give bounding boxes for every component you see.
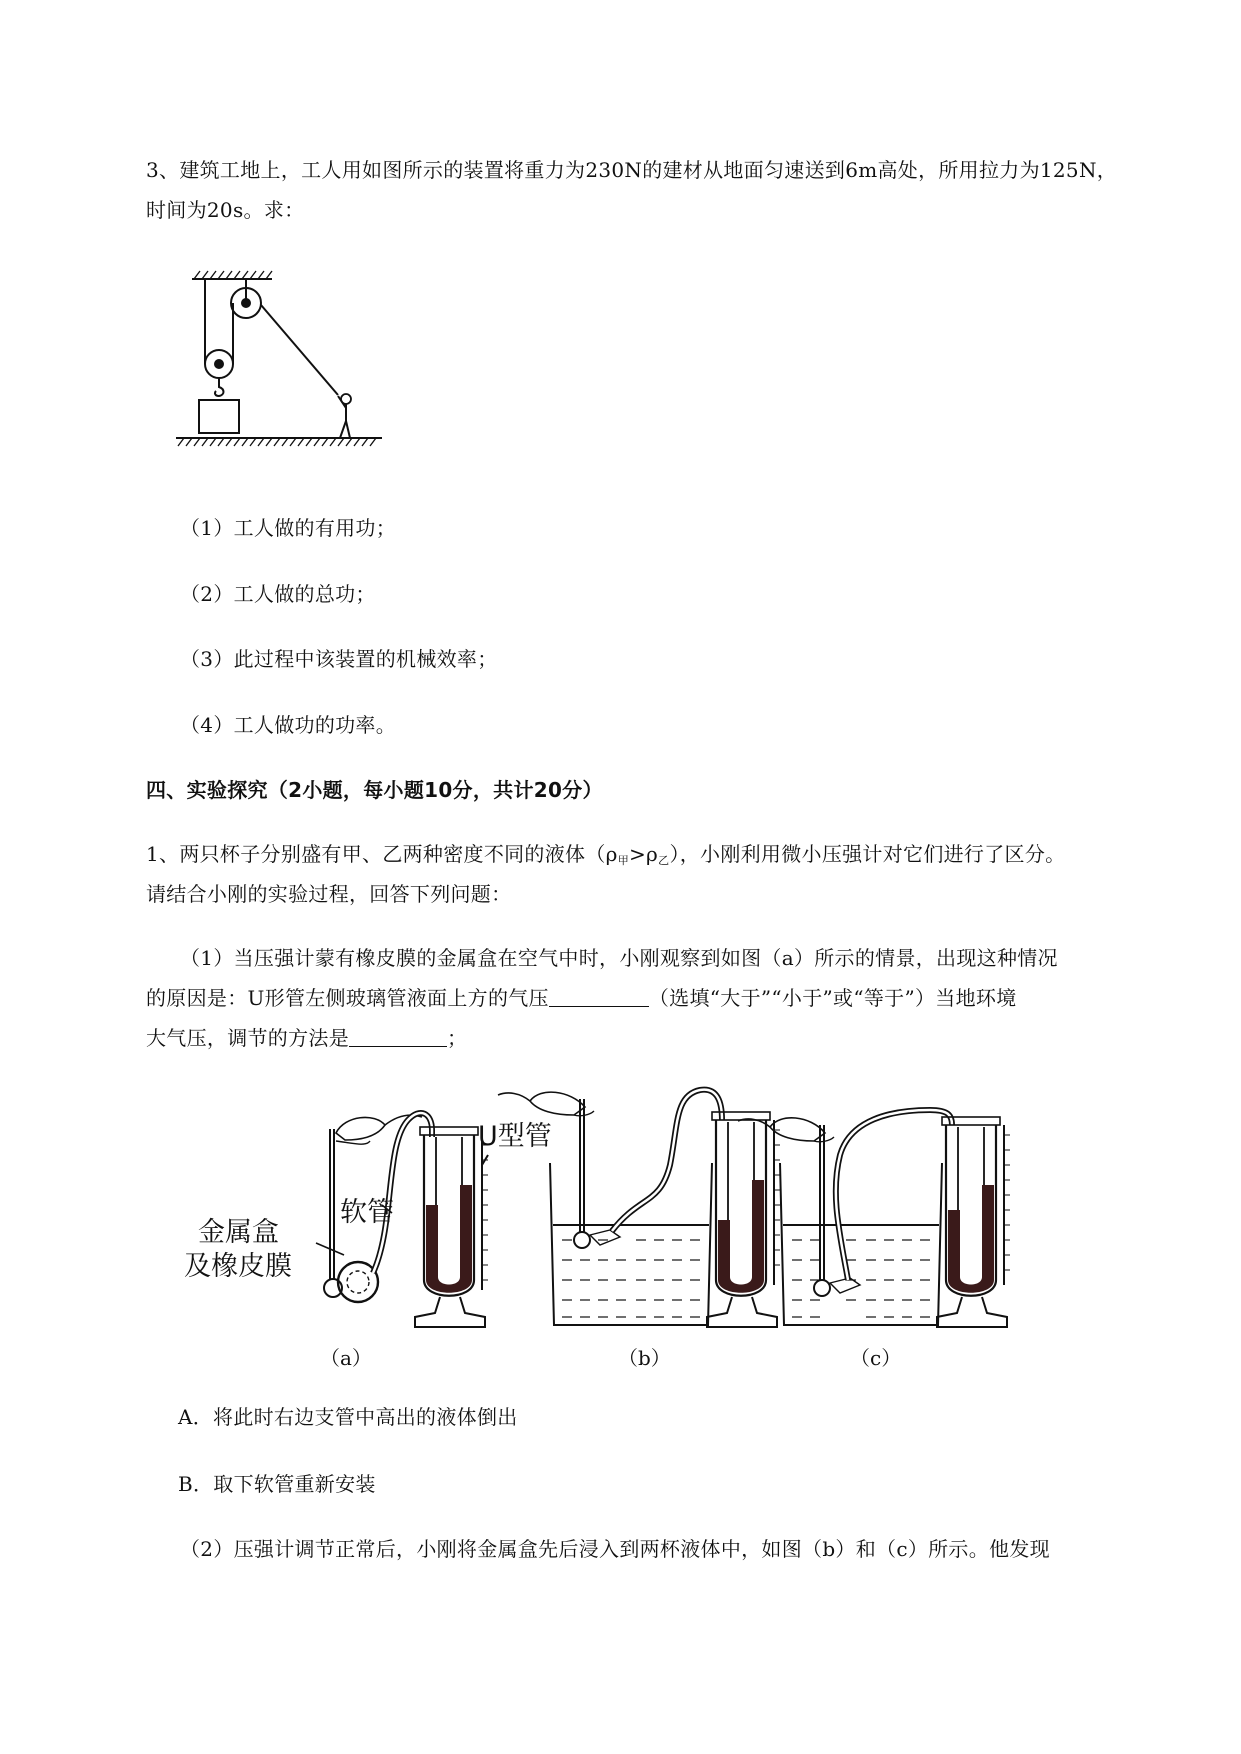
pulley-figure	[170, 265, 390, 475]
label-hose: 软管	[340, 1197, 394, 1228]
label-metal-box: 金属盒	[198, 1217, 279, 1248]
section-heading: 四、实验探究（2小题，每小题10分，共计20分）	[146, 778, 603, 802]
q1-p1-line2: 的原因是：U形管左侧玻璃管液面上方的气压 （选填“大于”“小于”或“等于”）当地环境	[146, 986, 1017, 1010]
q3-sub3: （3）此过程中该装置的机械效率；	[180, 647, 498, 671]
label-rubber-membrane: 及橡皮膜	[184, 1251, 292, 1282]
q1-line2: 请结合小刚的实验过程，回答下列问题：	[146, 882, 512, 906]
q1-p2-line1: （2）压强计调节正常后，小刚将金属盒先后浸入到两杯液体中，如图（b）和（c）所示。他发现	[180, 1537, 1050, 1561]
answer-blank-1[interactable]	[549, 988, 649, 1007]
q3-line1: 3、建筑工地上，工人用如图所示的装置将重力为230N的建材从地面匀速送到6m高处，所用拉力为125N，	[146, 158, 1118, 182]
label-u-tube: U型管	[478, 1121, 552, 1152]
q1-p1-line1: （1）当压强计蒙有橡皮膜的金属盒在空气中时，小刚观察到如图（a）所示的情景，出现这种情况	[180, 946, 1058, 970]
answer-blank-2[interactable]	[349, 1028, 447, 1047]
q1-line1: 1、两只杯子分别盛有甲、乙两种密度不同的液体$(\rho_甲>\rho_乙)$，小刚利用微小压强计对它们进行了区分。	[146, 842, 1066, 867]
q3-line2: 时间为20s。求：	[146, 198, 305, 222]
q1-p1-line3: 大气压，调节的方法是 ；	[146, 1026, 468, 1050]
caption-b: （b）	[618, 1346, 671, 1370]
option-a: A．将此时右边支管中高出的液体倒出	[178, 1405, 518, 1429]
pressure-gauge-figure	[170, 1085, 1070, 1375]
q3-sub2: （2）工人做的总功；	[180, 582, 376, 606]
option-b: B．取下软管重新安装	[178, 1472, 376, 1496]
caption-a: （a）	[320, 1346, 372, 1370]
q3-sub1: （1）工人做的有用功；	[180, 516, 397, 540]
caption-c: （c）	[850, 1346, 902, 1370]
q3-sub4: （4）工人做功的功率。	[180, 713, 397, 737]
